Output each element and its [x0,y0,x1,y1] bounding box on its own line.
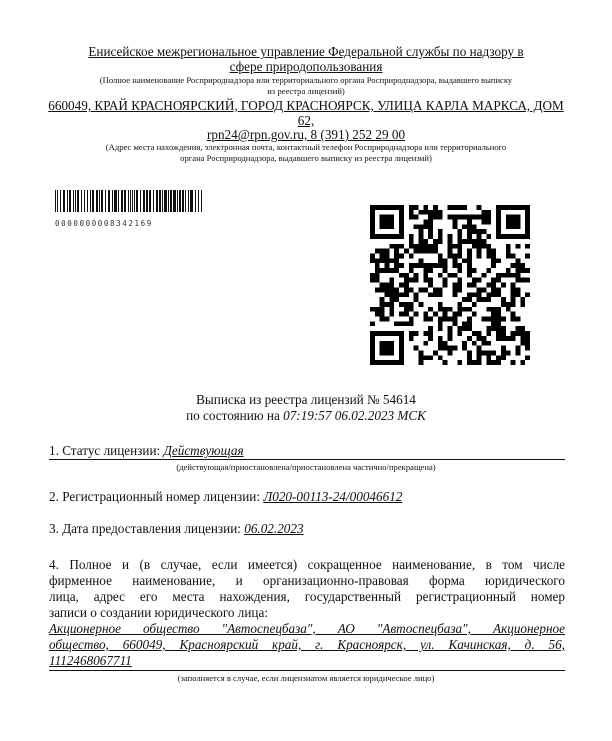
date-label: 3. Дата предоставления лицензии: [49,521,241,536]
extract-as-of [0,408,612,424]
as-of-timestamp: 07:19:57 06.02.2023 МСК [283,408,426,423]
barcode-bars [55,190,205,214]
date-row [49,521,304,537]
item4-text-line2: фирменное наименование, и организационно-правовая форма юридического [49,573,565,588]
address-note-line1: (Адрес места нахождения, электронная почта, контактный телефон Росприроднадзора или территориального [105,142,507,152]
licensee-note: (заполняется в случае, если лицензиатом является юридическое лицо) [177,673,435,683]
issuer-address-line2: 62, [297,113,315,128]
address-note-line2: органа Росприроднадзора, выдавшего выписку из реестра лицензий) [180,153,432,163]
status-value: Действующая [163,443,244,458]
item4-text-line1: 4. Полное и (в случае, если имеется) сокращенное наименование, в том числе [49,557,565,572]
status-note: (действующая/приостановлена/приостановлена частично/прекращена) [176,462,436,472]
issuer-name-line2: сфере природопользования [229,59,383,74]
licensee-underline [49,670,565,671]
licensee-line3: 1112468067711 [49,653,132,668]
status-label: 1. Статус лицензии: [49,443,161,458]
item4-text-line4: записи о создании юридического лица: [49,605,269,620]
regnum-row [49,489,402,505]
issuer-contacts: rpn24@rpn.gov.ru, 8 (391) 252 29 00 [206,127,406,142]
extract-title: Выписка из реестра лицензий № 54614 [196,392,416,407]
status-underline [49,459,565,460]
item4-text-line3: лица, адрес его места нахождения, государственный регистрационный номер [49,589,565,604]
issuer-note-line2: из реестра лицензий) [267,86,345,96]
barcode [55,190,205,228]
issuer-address-line1: 660049, КРАЙ КРАСНОЯРСКИЙ, ГОРОД КРАСНОЯРСК, УЛИЦА КАРЛА МАРКСА, ДОМ [48,98,564,113]
issuer-note-line1: (Полное наименование Росприроднадзора или территориального органа Росприроднадзора, выдавшего выписку [99,75,513,85]
barcode-digits: 0000000008342169 [55,219,153,228]
regnum-value: Л020-00113-24/00046612 [263,489,403,504]
issuer-name-line1: Енисейское межрегиональное управление Федеральной службы по надзору в [88,44,524,59]
regnum-label: 2. Регистрационный номер лицензии: [49,489,261,504]
status-row [49,443,565,459]
as-of-prefix: по состоянию на [186,408,280,423]
licensee-line1: Акционерное общество "Автоспецбаза", АО "Автоспецбаза", Акционерное [49,621,565,636]
licensee-line2: общество, 660049, Красноярский край, г. Красноярск, ул. Качинская, д. 56, [49,637,565,652]
date-value: 06.02.2023 [244,521,304,536]
qr-code [370,205,530,365]
